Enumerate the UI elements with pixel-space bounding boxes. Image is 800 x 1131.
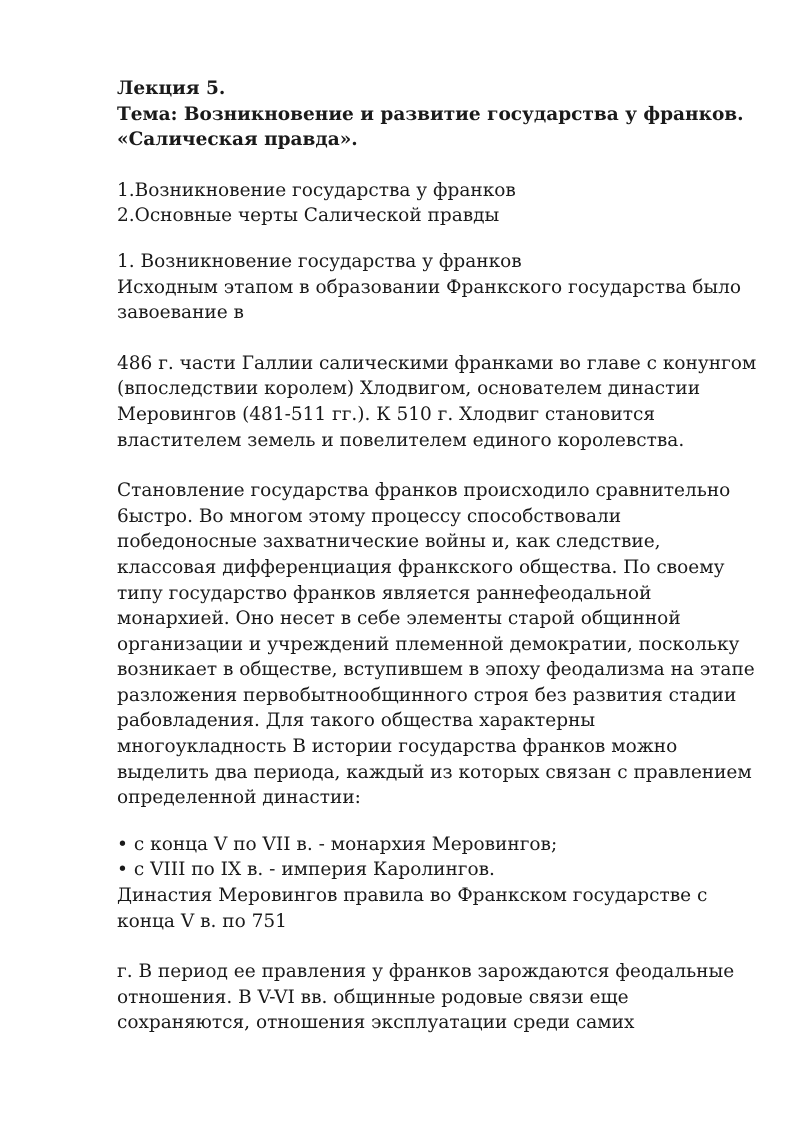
section-heading: 1. Возникновение государства у франков xyxy=(117,250,522,272)
list-item xyxy=(117,857,757,883)
bullet-icon: • xyxy=(117,859,128,881)
paragraph-formation: Становление государства франков происходило сравнительно 6ыстро. Во многом этому процессу способствовали победоносные захватнические войны и, как следствие, классовая дифференциация франкского общества. По своему типу государство франков является раннефеодальной монархией. Оно несет в себе элементы старой общинной организации и учреждений племенной демократии, поскольку возникает в обществе, вступившем в эпоху феодализма на этапе разложения первобытнообщинного строя без развития стадии рабовладения. Для такого общества характерны многоукладность В истории государства франков можно выделить два периода, каждый из которых связан с правлением определенной династии: xyxy=(117,480,755,809)
section-1 xyxy=(117,249,757,1036)
document-page xyxy=(117,76,757,1036)
toc-item: 2.Основные черты Салической правды xyxy=(117,205,500,227)
list-item xyxy=(117,832,757,858)
list-item-text: с конца V по VII в. - монархия Меровингов; xyxy=(133,833,558,855)
topic-line-2: «Салическая правда». xyxy=(117,129,358,151)
list-item-text: с VIII по IX в. - империя Каролингов. xyxy=(133,859,495,881)
paragraph-751: г. В период ее правления у франков зарождаются феодальные отношения. В V-VI вв. общинные родовые связи еще сохраняются, отношения эксплуатации среди самих xyxy=(117,961,735,1034)
title-block xyxy=(117,76,757,153)
bullet-icon: • xyxy=(117,833,128,855)
topic-line-1: Тема: Возникновение и развитие государства у франков. xyxy=(117,103,744,125)
paragraph-486: 486 г. части Галлии салическими франками во главе с конунгом (впоследствии королем) Хлодвигом, основателем династии Меровингов (481-511 гг.). К 510 г. Хлодвиг становится властителем земель и повелителем единого королевства. xyxy=(117,352,757,451)
paragraph-merovingian: Династия Меровингов правила во Франкском государстве с конца V в. по 751 xyxy=(117,885,708,932)
lecture-number: Лекция 5. xyxy=(117,78,226,99)
table-of-contents xyxy=(117,178,757,229)
toc-item: 1.Возникновение государства у франков xyxy=(117,179,516,201)
bullet-list xyxy=(117,832,757,934)
paragraph-intro: Исходным этапом в образовании Франкского государства было завоевание в xyxy=(117,276,742,324)
